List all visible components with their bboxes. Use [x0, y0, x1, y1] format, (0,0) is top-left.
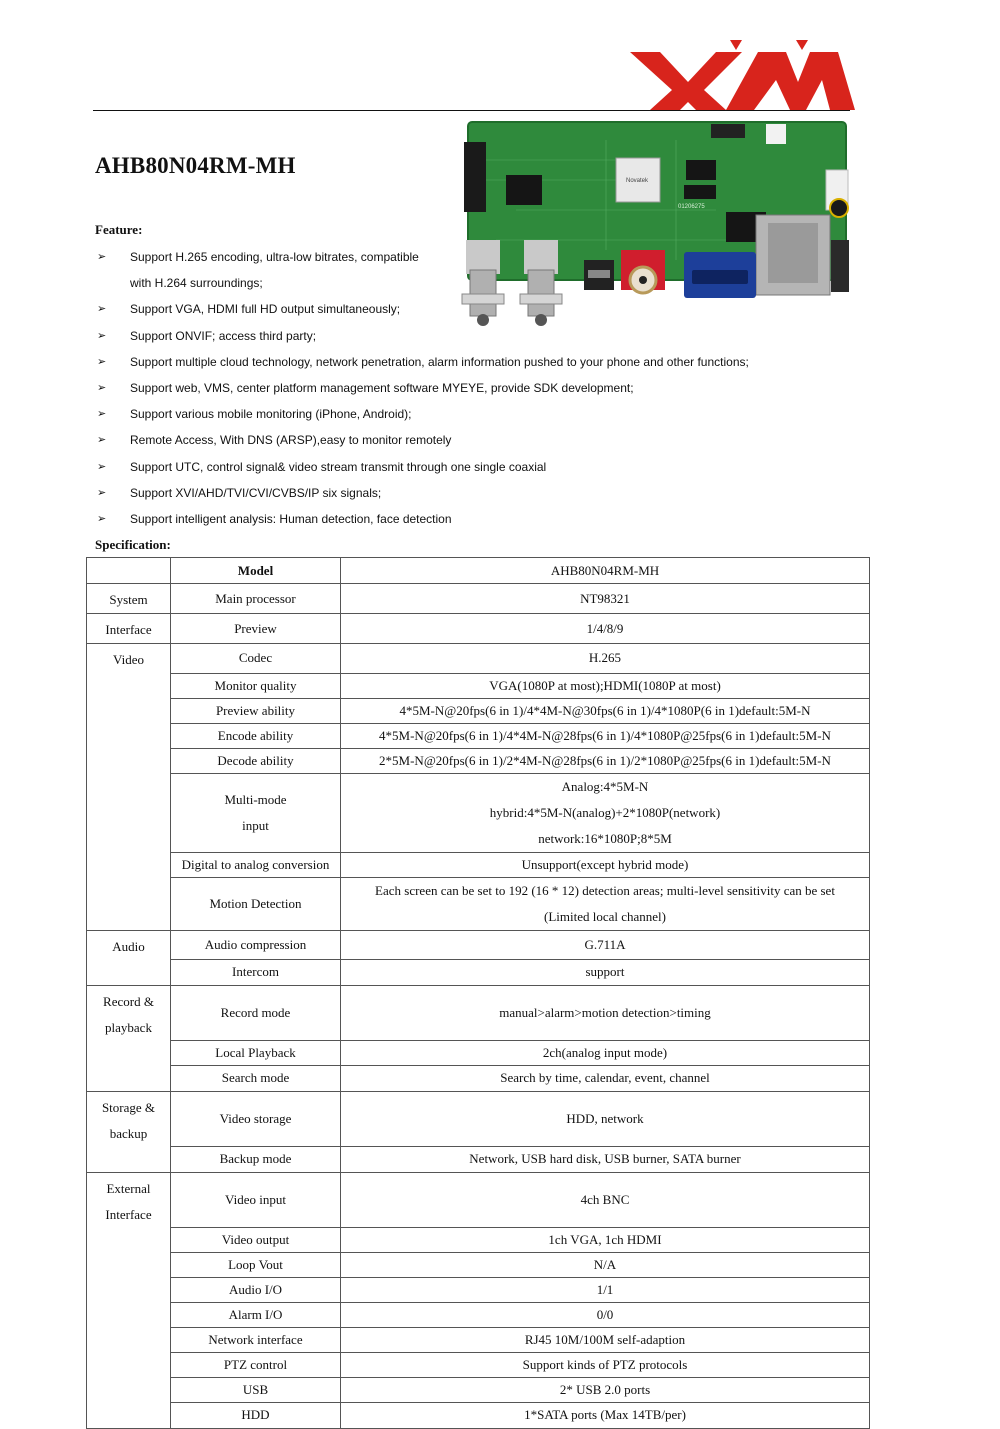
spec-row [87, 1228, 870, 1253]
feature-item [95, 270, 855, 296]
bullet-arrow-icon: ➢ [97, 512, 107, 525]
spec-value: 1*SATA ports (Max 14TB/per) [341, 1403, 870, 1429]
spec-value: Search by time, calendar, event, channel [341, 1066, 870, 1092]
spec-item: HDD [171, 1403, 341, 1429]
spec-row [87, 673, 870, 698]
spec-value: 4*5M-N@20fps(6 in 1)/4*4M-N@30fps(6 in 1)/4*1080P(6 in 1)default:5M-N [341, 698, 870, 723]
feature-text: Support H.265 encoding, ultra-low bitrates, compatible [130, 250, 419, 264]
spec-category-line: backup [109, 1125, 148, 1141]
spec-item: Video input [171, 1172, 341, 1228]
spec-value: Support kinds of PTZ protocols [341, 1353, 870, 1378]
spec-item: Loop Vout [171, 1253, 341, 1278]
svg-text:01206275: 01206275 [678, 204, 705, 210]
spec-item: USB [171, 1378, 341, 1403]
feature-text: Support UTC, control signal& video stream transmit through one single coaxial [130, 459, 547, 474]
bullet-arrow-icon: ➢ [97, 381, 107, 394]
bullet-arrow-icon: ➢ [97, 355, 107, 368]
spec-value: 1/4/8/9 [341, 614, 870, 644]
spec-category-empty [87, 1403, 171, 1429]
spec-item: Audio I/O [171, 1278, 341, 1303]
feature-item [95, 506, 855, 532]
spec-row [87, 1253, 870, 1278]
spec-category-empty [87, 1066, 171, 1092]
spec-value: 2* USB 2.0 ports [341, 1378, 870, 1403]
spec-value: Network, USB hard disk, USB burner, SATA burner [341, 1147, 870, 1173]
spec-row [87, 614, 870, 644]
feature-text: Support web, VMS, center platform management software MYEYE, provide SDK development; [130, 380, 634, 395]
spec-item: Encode ability [171, 723, 341, 748]
spec-value-line: hybrid:4*5M-N(analog)+2*1080P(network) [489, 804, 721, 820]
spec-row [87, 1147, 870, 1173]
feature-item [95, 480, 855, 506]
spec-category-line: Record & [103, 993, 154, 1009]
spec-category: Video [87, 644, 171, 674]
spec-category-empty [87, 773, 171, 852]
spec-value: G.711A [341, 930, 870, 960]
spec-row [87, 748, 870, 773]
bullet-arrow-icon: ➢ [97, 251, 107, 263]
spec-category-line: External [106, 1180, 151, 1196]
feature-item [95, 323, 855, 349]
spec-value: 1/1 [341, 1278, 870, 1303]
spec-category-empty [87, 1303, 171, 1328]
spec-row [87, 1091, 870, 1147]
feature-item [95, 454, 855, 480]
spec-item-line: Multi-mode [224, 791, 287, 807]
spec-item: Intercom [171, 960, 341, 986]
feature-text: Support VGA, HDMI full HD output simultaneously; [130, 302, 401, 317]
spec-item: Decode ability [171, 748, 341, 773]
feature-item [95, 375, 855, 401]
spec-category-empty [87, 723, 171, 748]
spec-value: VGA(1080P at most);HDMI(1080P at most) [341, 673, 870, 698]
spec-header-row [87, 558, 870, 584]
spec-category-empty [87, 1147, 171, 1173]
spec-item: Video output [171, 1228, 341, 1253]
spec-category-empty [87, 1378, 171, 1403]
product-title: AHB80N04RM-MH [95, 153, 296, 178]
spec-value-line: (Limited local channel) [543, 908, 666, 924]
spec-value: HDD, network [341, 1091, 870, 1147]
spec-category-empty [87, 673, 171, 698]
spec-value: 0/0 [341, 1303, 870, 1328]
spec-row [87, 1353, 870, 1378]
spec-row [87, 698, 870, 723]
spec-value: 2*5M-N@20fps(6 in 1)/2*4M-N@28fps(6 in 1)/2*1080P@25fps(6 in 1)default:5M-N [341, 748, 870, 773]
specification-heading: Specification: [95, 537, 171, 552]
spec-row [87, 1378, 870, 1403]
feature-item [95, 349, 855, 375]
feature-text: Support intelligent analysis: Human detection, face detection [130, 511, 452, 526]
spec-row [87, 1303, 870, 1328]
bullet-arrow-icon: ➢ [97, 460, 107, 473]
spec-item [171, 773, 341, 852]
spec-item: Audio compression [171, 930, 341, 960]
spec-item: Video storage [171, 1091, 341, 1147]
feature-list [95, 244, 855, 532]
spec-value: manual>alarm>motion detection>timing [341, 985, 870, 1041]
bullet-arrow-icon: ➢ [97, 303, 107, 316]
spec-row [87, 985, 870, 1041]
spec-category-empty [87, 877, 171, 930]
spec-row [87, 877, 870, 930]
spec-model-value: AHB80N04RM-MH [341, 558, 870, 584]
spec-item: Main processor [171, 584, 341, 614]
feature-heading: Feature: [95, 222, 143, 237]
spec-value: NT98321 [341, 584, 870, 614]
spec-value-line: Each screen can be set to 192 (16 * 12) detection areas; multi-level sensitivity can be set [375, 882, 835, 898]
spec-value: support [341, 960, 870, 986]
spec-row [87, 1041, 870, 1066]
spec-category-empty [87, 1228, 171, 1253]
spec-row [87, 1278, 870, 1303]
spec-item: Alarm I/O [171, 1303, 341, 1328]
spec-row [87, 930, 870, 960]
brand-logo [630, 38, 855, 110]
spec-category-empty [87, 1253, 171, 1278]
spec-value [341, 773, 870, 852]
spec-value-line: network:16*1080P;8*5M [538, 830, 672, 846]
bullet-arrow-icon: ➢ [97, 486, 107, 499]
feature-text: Remote Access, With DNS (ARSP),easy to monitor remotely [130, 433, 452, 448]
spec-value: H.265 [341, 644, 870, 674]
spec-item-line: input [242, 817, 269, 833]
spec-category-empty [87, 1328, 171, 1353]
spec-value: Unsupport(except hybrid mode) [341, 852, 870, 877]
spec-category-empty [87, 1278, 171, 1303]
spec-item: Digital to analog conversion [171, 852, 341, 877]
spec-category-empty [87, 1353, 171, 1378]
spec-category-line: Interface [105, 1206, 152, 1222]
spec-category [87, 985, 171, 1041]
feature-text: with H.264 surroundings; [130, 276, 263, 291]
bullet-arrow-icon: ➢ [97, 434, 107, 447]
spec-row [87, 852, 870, 877]
spec-category: Audio [87, 930, 171, 960]
spec-value: 1ch VGA, 1ch HDMI [341, 1228, 870, 1253]
feature-text: Support XVI/AHD/TVI/CVI/CVBS/IP six signals; [130, 485, 382, 500]
spec-item: Preview ability [171, 698, 341, 723]
spec-row [87, 584, 870, 614]
spec-value: N/A [341, 1253, 870, 1278]
spec-row [87, 1172, 870, 1228]
feature-item [95, 296, 855, 322]
spec-item-header: Model [171, 558, 341, 584]
spec-item: Local Playback [171, 1041, 341, 1066]
spec-item: Network interface [171, 1328, 341, 1353]
spec-item: Search mode [171, 1066, 341, 1092]
header-rule [93, 110, 850, 111]
spec-category-line: Storage & [101, 1099, 156, 1115]
bullet-arrow-icon: ➢ [97, 329, 107, 342]
spec-row [87, 773, 870, 852]
spec-item: Codec [171, 644, 341, 674]
spec-value: 4*5M-N@20fps(6 in 1)/4*4M-N@28fps(6 in 1)/4*1080P@25fps(6 in 1)default:5M-N [341, 723, 870, 748]
svg-text:Novatek: Novatek [626, 178, 649, 184]
spec-category [87, 558, 171, 584]
spec-category-line: playback [105, 1019, 152, 1035]
brand-logo-text: XM [630, 38, 632, 39]
spec-item: Monitor quality [171, 673, 341, 698]
spec-row [87, 1328, 870, 1353]
feature-item [95, 427, 855, 453]
feature-text: Support various mobile monitoring (iPhone, Android); [130, 407, 412, 422]
spec-value: RJ45 10M/100M self-adaption [341, 1328, 870, 1353]
spec-category-empty [87, 698, 171, 723]
spec-category-empty [87, 852, 171, 877]
bullet-arrow-icon: ➢ [97, 408, 107, 421]
spec-value: 2ch(analog input mode) [341, 1041, 870, 1066]
spec-row [87, 1066, 870, 1092]
spec-item: Record mode [171, 985, 341, 1041]
spec-category-empty [87, 960, 171, 986]
spec-value-line: Analog:4*5M-N [561, 778, 649, 794]
spec-row [87, 960, 870, 986]
spec-item: Preview [171, 614, 341, 644]
specification-table [86, 557, 870, 1429]
spec-value [341, 877, 870, 930]
feature-item [95, 244, 855, 270]
spec-category-empty [87, 748, 171, 773]
spec-item: PTZ control [171, 1353, 341, 1378]
feature-text: Support multiple cloud technology, network penetration, alarm information pushed to your phone and other functions; [130, 354, 749, 369]
spec-category [87, 1172, 171, 1228]
spec-row [87, 723, 870, 748]
spec-item: Backup mode [171, 1147, 341, 1173]
spec-category-empty [87, 1041, 171, 1066]
spec-category: System [87, 584, 171, 614]
spec-value: 4ch BNC [341, 1172, 870, 1228]
spec-row [87, 644, 870, 674]
feature-item [95, 401, 855, 427]
spec-category: Interface [87, 614, 171, 644]
spec-row [87, 1403, 870, 1429]
spec-item: Motion Detection [171, 877, 341, 930]
feature-text: Support ONVIF; access third party; [130, 328, 317, 343]
spec-category [87, 1091, 171, 1147]
